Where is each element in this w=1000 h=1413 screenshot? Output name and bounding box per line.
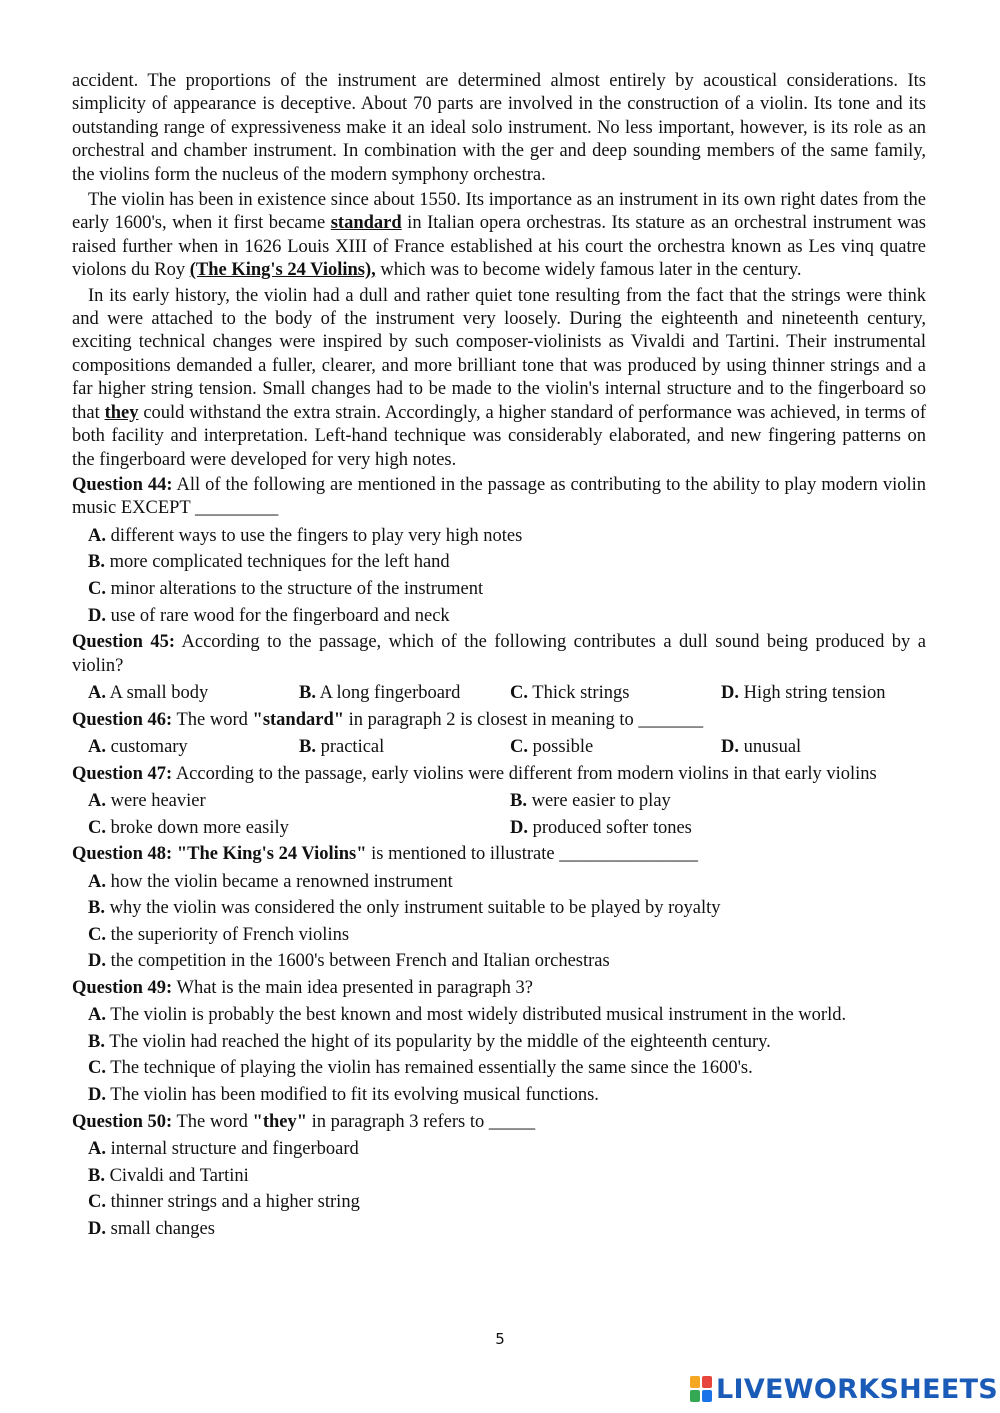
p2-text-a: The violin has been in existence since about 1550. Its importance as an instrument in its own right dates from the early 1600's, when it first became: [72, 190, 926, 234]
question-keyword: "they": [252, 1111, 307, 1132]
q45-option-c[interactable]: [510, 680, 721, 707]
option-letter: D.: [88, 951, 106, 972]
q45-option-b[interactable]: [299, 680, 510, 707]
q44-options: [88, 523, 926, 629]
question-text-pre: The word: [172, 1111, 253, 1132]
q49-options: [88, 1002, 926, 1108]
q45-option-d[interactable]: [721, 680, 932, 707]
option-text: produced softer tones: [528, 817, 692, 838]
option-text: were heavier: [106, 790, 206, 811]
q48-option-d[interactable]: [88, 948, 926, 975]
q46-options: [88, 734, 926, 761]
logo-square-icon: [690, 1390, 700, 1402]
q47-option-b[interactable]: [510, 788, 932, 815]
q50-option-d[interactable]: [88, 1216, 926, 1243]
liveworksheets-logo[interactable]: [690, 1374, 998, 1404]
option-text: internal structure and fingerboard: [106, 1139, 359, 1160]
q44-option-a[interactable]: [88, 523, 926, 550]
keyword-standard: standard: [330, 213, 402, 234]
option-text: unusual: [739, 736, 802, 757]
q46-option-c[interactable]: [510, 734, 721, 761]
option-letter: C.: [88, 924, 106, 945]
worksheet-page: [72, 70, 926, 1244]
option-text: The violin is probably the best known and most widely distributed musical instrument in the world.: [106, 1005, 847, 1026]
question-label: Question 50:: [72, 1111, 173, 1132]
logo-text: LIVEWORKSHEETS: [716, 1373, 999, 1405]
logo-square-icon: [702, 1376, 712, 1388]
q49-option-a[interactable]: [88, 1002, 926, 1029]
q49-option-b[interactable]: [88, 1029, 926, 1056]
keyword-kings-violins: (The King's 24 Violins),: [189, 260, 376, 281]
passage-paragraph-1: accident. The proportions of the instrument are determined almost entirely by acoustical considerations. Its simplicity of appearance is deceptive. About 70 parts are involved in the construction of a violin. Its tone and its outstanding range of expressiveness make it an ideal solo instrument. No less important, however, is its role as an orchestral and chamber instrument. In combination with the ger and deep sounding members of the same family, the violins form the nucleus of the modern symphony orchestra.: [72, 71, 926, 185]
question-text: According to the passage, which of the following contributes a dull sound being produced by a violin?: [72, 632, 926, 676]
q46-option-b[interactable]: [299, 734, 510, 761]
q47-option-a[interactable]: [88, 788, 510, 815]
option-letter: A.: [88, 525, 106, 546]
q44-option-d[interactable]: [88, 603, 926, 630]
q48-options: [88, 869, 926, 975]
q48-option-c[interactable]: [88, 922, 926, 949]
option-text: more complicated techniques for the left hand: [104, 552, 450, 573]
option-text: possible: [528, 736, 594, 757]
p2-text-c: which was to become widely famous later in the century.: [375, 260, 802, 281]
question-48: [72, 843, 926, 866]
option-letter: D.: [88, 1218, 106, 1239]
option-text: broke down more easily: [106, 817, 289, 838]
option-letter: C.: [510, 682, 528, 703]
q49-option-d[interactable]: [88, 1082, 926, 1109]
question-keyword: "standard": [252, 709, 345, 730]
question-label: Question 46:: [72, 709, 173, 730]
q48-option-b[interactable]: [88, 895, 926, 922]
q44-option-b[interactable]: [88, 549, 926, 576]
q46-option-a[interactable]: [88, 734, 299, 761]
question-label: Question 49:: [72, 977, 173, 998]
question-50: [72, 1111, 926, 1134]
p2-text-b: in Italian opera orchestras. Its stature as an orchestral instrument was raised further when in 1626 Louis XIII of France established at his court the orchestra known as Les vinq quatre violons du Roy: [72, 213, 926, 281]
q48-option-a[interactable]: [88, 869, 926, 896]
question-45: [72, 631, 926, 678]
option-text: how the violin became a renowned instrument: [106, 871, 453, 892]
question-text: According to the passage, early violins were different from modern violins in that early violins: [172, 763, 877, 784]
option-letter: D.: [721, 736, 739, 757]
question-text: All of the following are mentioned in the passage as contributing to the ability to play modern violin music EXCEPT _________: [72, 474, 927, 519]
q50-option-a[interactable]: [88, 1136, 926, 1163]
question-47: [72, 763, 926, 786]
option-text: customary: [106, 736, 188, 757]
q50-option-b[interactable]: [88, 1163, 926, 1190]
question-label: Question 48:: [72, 844, 173, 865]
q47-options: [88, 788, 926, 841]
question-49: [72, 977, 926, 1000]
q46-option-d[interactable]: [721, 734, 932, 761]
liveworksheets-logo-icon: [690, 1376, 712, 1402]
option-letter: D.: [88, 1085, 106, 1106]
option-letter: C.: [88, 817, 106, 838]
option-letter: B.: [88, 552, 105, 573]
option-text: use of rare wood for the fingerboard and neck: [106, 605, 450, 626]
question-text-post: in paragraph 2 is closest in meaning to _______: [344, 709, 704, 730]
option-letter: D.: [721, 682, 739, 703]
option-letter: C.: [510, 736, 528, 757]
option-letter: D.: [88, 605, 106, 626]
option-text: small changes: [106, 1218, 215, 1239]
q45-option-a[interactable]: [88, 680, 299, 707]
question-46: [72, 709, 926, 732]
option-text: the superiority of French violins: [106, 924, 350, 945]
option-letter: D.: [510, 817, 528, 838]
option-text: A small body: [106, 682, 209, 703]
option-letter: C.: [88, 1192, 106, 1213]
option-text: Civaldi and Tartini: [104, 1165, 249, 1186]
q47-option-c[interactable]: [88, 815, 510, 842]
option-text: practical: [315, 736, 385, 757]
option-letter: B.: [88, 898, 105, 919]
option-text: were easier to play: [526, 790, 671, 811]
question-44: [72, 474, 926, 521]
option-letter: A.: [88, 1139, 106, 1160]
option-letter: A.: [88, 736, 106, 757]
option-text: The violin has been modified to fit its evolving musical functions.: [106, 1085, 599, 1106]
question-label: Question 47:: [72, 763, 173, 784]
option-letter: A.: [88, 1005, 106, 1026]
p3-text-b: could withstand the extra strain. Accordingly, a higher standard of performance was achieved, in terms of both facility and interpretation. Left-hand technique was considerably elaborated, and new fingering patterns on the fingerboard were developed for very high notes.: [72, 402, 926, 470]
option-text: minor alterations to the structure of the instrument: [106, 578, 484, 599]
q45-options: [88, 680, 926, 707]
q50-option-c[interactable]: [88, 1189, 926, 1216]
option-letter: A.: [88, 790, 106, 811]
q47-option-d[interactable]: [510, 815, 932, 842]
option-text: The technique of playing the violin has remained essentially the same since the 1600's.: [106, 1058, 753, 1079]
option-letter: B.: [299, 682, 316, 703]
option-letter: A.: [88, 871, 106, 892]
option-letter: C.: [88, 578, 106, 599]
option-text: The violin had reached the hight of its popularity by the middle of the eighteenth century.: [104, 1031, 771, 1052]
page-number: 5: [495, 1330, 505, 1348]
q49-option-c[interactable]: [88, 1055, 926, 1082]
logo-square-icon: [702, 1390, 712, 1402]
option-letter: A.: [88, 682, 106, 703]
option-text: A long fingerboard: [315, 682, 461, 703]
option-text: thinner strings and a higher string: [106, 1192, 360, 1213]
passage-paragraph-3: [72, 285, 926, 472]
option-text: why the violin was considered the only instrument suitable to be played by royalty: [104, 898, 721, 919]
option-text: Thick strings: [528, 682, 630, 703]
option-letter: B.: [88, 1031, 105, 1052]
question-label: Question 45:: [72, 632, 176, 653]
passage-paragraph-2: [72, 189, 926, 283]
question-keyword: "The King's 24 Violins": [172, 844, 367, 865]
option-letter: C.: [88, 1058, 106, 1079]
question-text-post: is mentioned to illustrate _______________: [366, 844, 698, 865]
keyword-they: they: [104, 402, 139, 423]
p3-text-a: In its early history, the violin had a dull and rather quiet tone resulting from the fact that the strings were think and were attached to the body of the instrument very loosely. During the eighteenth and nineteenth century, exciting technical changes were inspired by such composer-violinists as Vivaldi and Tartini. Their instrumental compositions demanded a fuller, clearer, and more brilliant tone that was produced by using thinner strings and a far higher string tension. Small changes had to be made to the violin's internal structure and to the fingerboard so that: [72, 285, 926, 423]
question-text-pre: The word: [172, 709, 253, 730]
q44-option-c[interactable]: [88, 576, 926, 603]
question-text-post: in paragraph 3 refers to _____: [307, 1111, 536, 1132]
question-label: Question 44:: [72, 474, 173, 495]
option-text: High string tension: [739, 682, 886, 703]
option-text: different ways to use the fingers to play very high notes: [106, 525, 523, 546]
option-letter: B.: [88, 1165, 105, 1186]
option-letter: B.: [510, 790, 527, 811]
option-letter: B.: [299, 736, 316, 757]
option-text: the competition in the 1600's between French and Italian orchestras: [106, 951, 610, 972]
logo-square-icon: [690, 1376, 700, 1388]
q50-options: [88, 1136, 926, 1242]
question-text: What is the main idea presented in paragraph 3?: [172, 977, 534, 998]
